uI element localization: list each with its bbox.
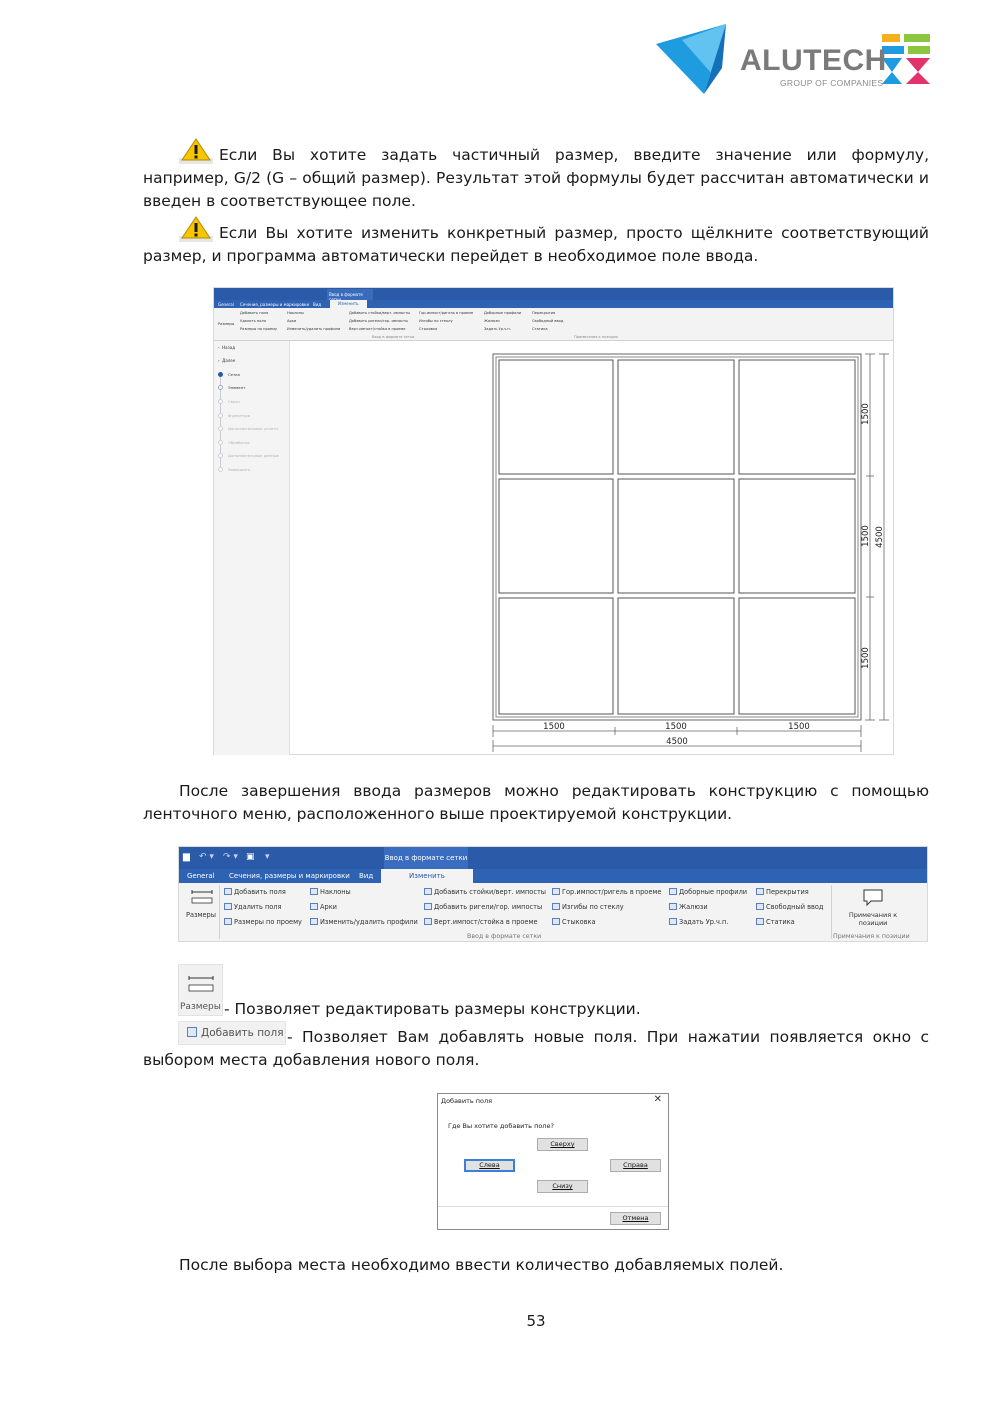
delete-fields-label: Удалить поля	[234, 903, 282, 911]
tab-edit[interactable]: Изменить	[330, 300, 367, 308]
statics-button[interactable]	[756, 918, 795, 926]
save-icon[interactable]: ▣	[246, 852, 255, 862]
undo-icon[interactable]: ↶ ▾	[199, 852, 214, 862]
left-button[interactable]: Слева	[464, 1159, 515, 1172]
ribbon-slopes[interactable]: Наклоны	[287, 311, 304, 315]
paragraph-partial-size	[143, 138, 929, 213]
paragraph-text: Если Вы хотите задать частичный размер, введите значение или формулу, например, G/2 (G – общий размер). Результат этой формулы будет рассчитан автоматически и введен в соответствующее поле.	[143, 146, 929, 210]
joint-label: Стыковка	[562, 918, 596, 926]
ribbon-add-transoms[interactable]: Добавить ригели/гор. импосты	[349, 319, 408, 323]
ribbon-add-mullions[interactable]: Добавить стойки/верт. импосты	[349, 311, 411, 315]
add-mullions-icon	[424, 888, 432, 895]
ribbon-hor-transom[interactable]: Гор.импост/ригель в проеме	[419, 311, 474, 315]
ribbon-arcs[interactable]: Арки	[287, 319, 297, 323]
app-icon: ▆	[183, 852, 190, 862]
ribbon-sizes[interactable]: Размеры	[218, 322, 235, 326]
warning-icon	[179, 216, 213, 242]
dialog-question: Где Вы хотите добавить поле?	[448, 1122, 554, 1130]
dialog-footer-divider	[438, 1206, 668, 1207]
paragraph-change-size	[143, 216, 929, 268]
back-nav-item[interactable]: ‹ Назад	[218, 345, 235, 350]
sizes-by-opening-icon	[224, 918, 232, 925]
arcs-button[interactable]	[310, 903, 337, 911]
warning-icon	[179, 138, 213, 164]
ribbon-overlaps[interactable]: Перекрытия	[532, 311, 556, 315]
back-label: Назад	[222, 345, 235, 350]
logo-subtitle: GROUP OF COMPANIES	[780, 78, 884, 88]
tab-general[interactable]: General	[187, 872, 215, 880]
ruler-icon	[191, 889, 213, 905]
overlaps-label: Перекрытия	[766, 888, 809, 896]
overlaps-icon	[756, 888, 764, 895]
arcs-label: Арки	[320, 903, 337, 911]
redo-icon[interactable]: ↷ ▾	[223, 852, 238, 862]
ribbon-screenshot	[178, 846, 928, 942]
add-fields-button[interactable]	[224, 888, 286, 896]
top-button[interactable]: Сверху	[537, 1138, 588, 1151]
cancel-button[interactable]: Отмена	[610, 1212, 661, 1225]
row-size-2[interactable]: 1500	[861, 525, 871, 547]
change-profiles-button[interactable]	[310, 918, 418, 926]
group-separator	[219, 885, 220, 939]
free-input-button[interactable]	[756, 903, 823, 911]
add-fields-icon	[224, 888, 232, 895]
row-size-1[interactable]: 1500	[861, 403, 871, 425]
joint-icon	[552, 918, 560, 925]
glass-bends-button[interactable]	[552, 903, 624, 911]
ribbon-change-profiles[interactable]: Изменить/удалить профили	[287, 327, 341, 331]
tab-view[interactable]: Вид	[359, 872, 374, 880]
paragraph-ribbon-edit: После завершения ввода размеров можно редактировать конструкцию с помощью ленточного меню, расположенного выше проектируемой конструкции.	[143, 782, 929, 823]
free-input-icon	[756, 903, 764, 910]
add-transoms-button[interactable]	[424, 903, 542, 911]
tab-sections[interactable]: Сечения, размеры и маркировки	[240, 302, 310, 307]
sizes-by-opening-label: Размеры по проему	[234, 918, 302, 926]
sizes-by-opening-button[interactable]	[224, 918, 302, 926]
page-number: 53	[526, 1312, 546, 1330]
delete-fields-icon	[224, 903, 232, 910]
step-label: Обработка	[228, 440, 250, 445]
free-input-label: Свободный ввод	[766, 903, 824, 911]
ribbon-extension-profiles[interactable]: Доборные профили	[484, 311, 522, 315]
context-tab-header: Ввод в формате сетки	[384, 847, 468, 869]
blinds-icon	[669, 903, 677, 910]
add-transoms-label: Добавить ригели/гор. импосты	[434, 903, 543, 911]
extension-profiles-button[interactable]	[669, 888, 747, 896]
next-nav-item[interactable]: › Далее	[218, 358, 236, 363]
ribbon-add-fields[interactable]: Добавить поля	[240, 311, 269, 315]
right-button[interactable]: Справа	[610, 1159, 661, 1172]
paragraph-text: Если Вы хотите изменить конкретный размер, просто щёлкните соответствующий размер, и программа автоматически перейдет в необходимое поле ввода.	[143, 224, 929, 265]
hor-transom-icon	[552, 888, 560, 895]
set-level-icon	[669, 918, 677, 925]
total-width[interactable]: 4500	[666, 737, 688, 747]
add-mullions-label: Добавить стойки/верт. импосты	[434, 888, 547, 896]
bottom-button[interactable]: Снизу	[537, 1180, 588, 1193]
paragraph-after-selection: После выбора места необходимо ввести количество добавляемых полей.	[179, 1256, 784, 1274]
sizes-button[interactable]: Размеры	[186, 911, 216, 919]
grid-editor-screenshot	[213, 287, 894, 755]
grid-drawing	[214, 288, 895, 756]
vert-mullion-icon	[424, 918, 432, 925]
tab-view[interactable]: Вид	[313, 302, 322, 307]
ribbon-blinds[interactable]: Жалюзи	[484, 319, 500, 323]
change-profiles-label: Изменить/удалить профили	[320, 918, 418, 926]
row-size-3[interactable]: 1500	[861, 647, 871, 669]
extension-profiles-icon	[669, 888, 677, 895]
extension-profiles-label: Доборные профили	[679, 888, 748, 896]
arcs-icon	[310, 903, 318, 910]
add-fields-sample-label: Добавить поля	[201, 1027, 284, 1039]
step-label: Связи	[228, 399, 240, 404]
ribbon-free-input[interactable]: Свободный ввод	[532, 319, 564, 323]
statics-icon	[756, 918, 764, 925]
ribbon-set-level[interactable]: Задать Ур.ч.п.	[484, 327, 511, 331]
sizes-icon-label: Размеры	[180, 1002, 221, 1012]
next-label: Далее	[222, 358, 236, 363]
tab-edit[interactable]: Изменить	[381, 869, 473, 883]
add-transoms-icon	[424, 903, 432, 910]
logo-brand: ALUTECH	[740, 44, 887, 77]
qat-more-icon[interactable]: ▾	[265, 852, 270, 862]
ribbon-titlebar	[179, 847, 927, 869]
context-tab-label: Ввод в формате	[327, 289, 373, 300]
blinds-label: Жалюзи	[679, 903, 708, 911]
add-fields-label: Добавить поля	[234, 888, 286, 896]
glass-bends-icon	[552, 903, 560, 910]
notes-button[interactable]: Примечания к позиции	[848, 911, 898, 927]
delete-fields-button[interactable]	[224, 903, 281, 911]
ribbon-glass-bends[interactable]: Изгибы по стеклу	[419, 319, 453, 323]
slopes-button[interactable]	[310, 888, 351, 896]
ribbon-vert-mullion[interactable]: Верт.импост/стойка в проеме	[349, 327, 406, 331]
step-label: Дополнительные уплотн.	[228, 426, 280, 431]
step-label: Сетка	[228, 372, 240, 377]
tab-sections[interactable]: Сечения, размеры и маркировки	[229, 872, 350, 880]
col-size-2[interactable]: 1500	[665, 722, 687, 732]
hor-transom-button[interactable]	[552, 888, 661, 896]
slopes-icon	[310, 888, 318, 895]
total-height[interactable]: 4500	[875, 526, 885, 548]
paragraph-sizes-desc: - Позволяет редактировать размеры конструкции.	[224, 1000, 641, 1018]
close-icon[interactable]: ✕	[653, 1094, 662, 1105]
vert-mullion-button[interactable]	[424, 918, 538, 926]
tab-general[interactable]: General	[218, 302, 234, 307]
overlaps-button[interactable]	[756, 888, 809, 896]
group-label-grid: Ввод в формате сетки	[467, 933, 542, 940]
glass-bends-label: Изгибы по стеклу	[562, 903, 624, 911]
set-level-label: Задать Ур.ч.п.	[679, 918, 729, 926]
step-label: Фурнитура	[228, 413, 251, 418]
set-level-button[interactable]	[669, 918, 728, 926]
ribbon-sizes-by-opening[interactable]: Размеры по проему	[240, 327, 278, 331]
ribbon-group-notes: Примечания к позиции	[574, 335, 618, 339]
ribbon-group-label: Ввод в формате сетки	[372, 335, 415, 339]
ribbon-delete-fields[interactable]: Удалить поля	[240, 319, 266, 323]
ribbon-tabs	[179, 869, 927, 883]
slopes-label: Наклоны	[320, 888, 351, 896]
vert-mullion-label: Верт.импост/стойка в проеме	[434, 918, 538, 926]
ribbon-joint[interactable]: Стыковка	[419, 327, 438, 331]
col-size-3[interactable]: 1500	[788, 722, 810, 732]
dialog-title: Добавить поля	[441, 1097, 493, 1105]
hor-transom-label: Гор.импост/ригель в проеме	[562, 888, 662, 896]
ribbon-statics[interactable]: Статика	[532, 327, 548, 331]
joint-button[interactable]	[552, 918, 596, 926]
group-label-notes: Примечания к позиции	[833, 933, 910, 940]
add-mullions-button[interactable]	[424, 888, 546, 896]
group-separator	[831, 885, 832, 939]
step-label: Дополнительные данные	[228, 453, 279, 458]
add-fields-dialog	[437, 1093, 669, 1230]
statics-label: Статика	[766, 918, 795, 926]
ruler-icon	[188, 975, 214, 993]
note-icon	[863, 889, 883, 907]
step-label: Завершить	[228, 467, 251, 472]
change-profiles-icon	[310, 918, 318, 925]
step-label: Элемент	[228, 385, 246, 390]
paragraph-add-fields-desc: - Позволяет Вам добавлять новые поля. При нажатии появляется окно с выбором места добавления нового поля.	[143, 1028, 929, 1069]
col-size-1[interactable]: 1500	[543, 722, 565, 732]
blinds-button[interactable]	[669, 903, 708, 911]
